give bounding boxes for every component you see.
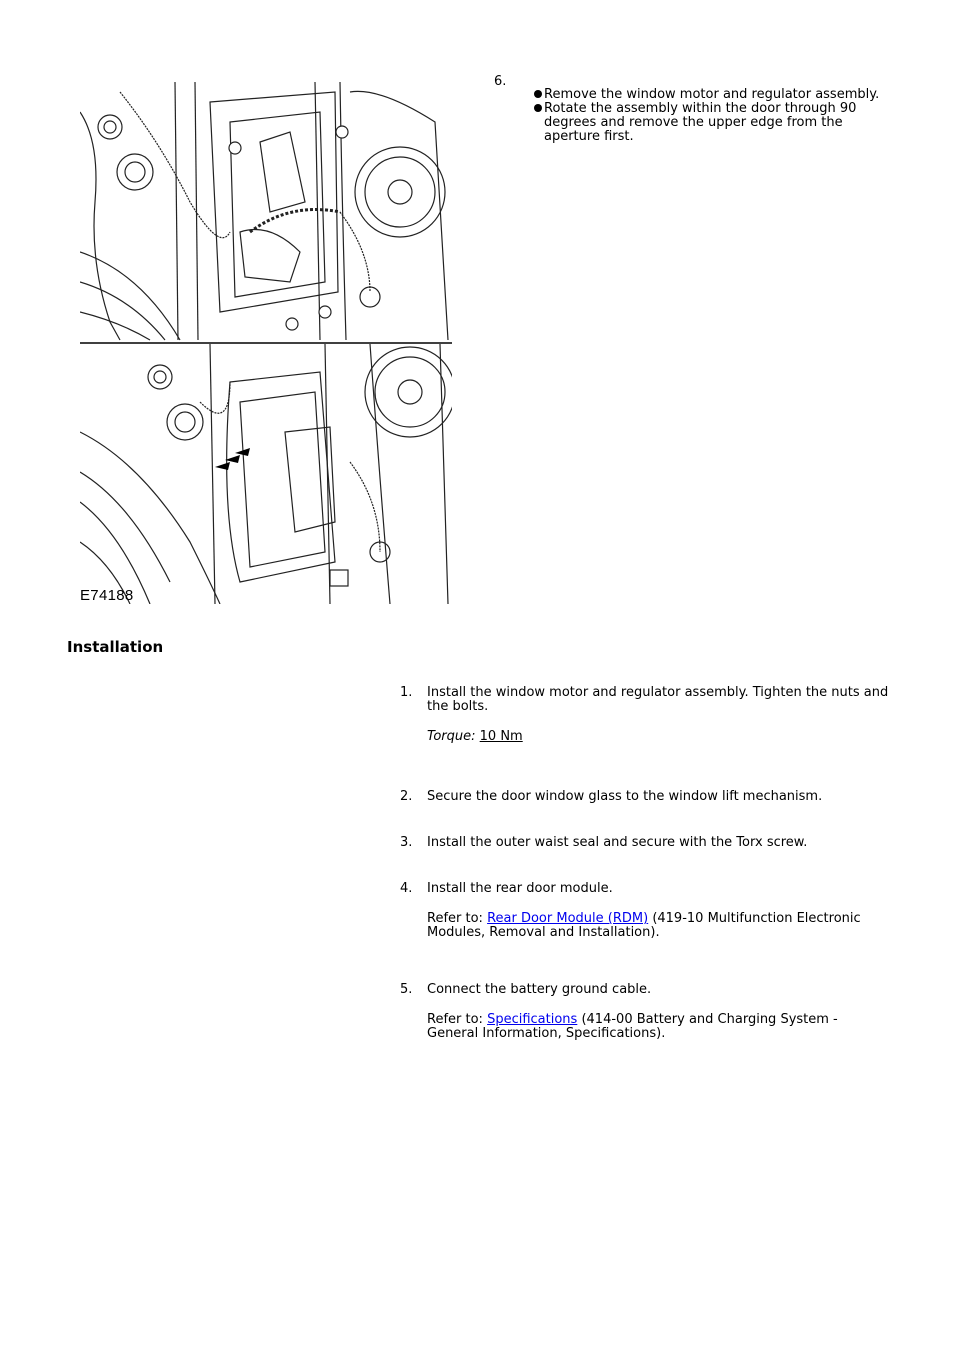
torque-spec bbox=[427, 730, 890, 744]
step-number: 1. bbox=[400, 685, 413, 700]
refer-to bbox=[427, 1013, 890, 1041]
refer-rest: (414-00 Battery and Charging System - General Information, Specifications). bbox=[427, 1012, 838, 1041]
refer-rest: (419-10 Multifunction Electronic Modules, Removal and Installation). bbox=[427, 911, 861, 940]
step-number: 2. bbox=[400, 789, 413, 804]
bullet-text: Rotate the assembly within the door through 90 degrees and remove the upper edge from the aperture first. bbox=[544, 101, 857, 144]
installation-step-2 bbox=[400, 790, 890, 804]
door-illustration bbox=[80, 82, 452, 604]
step-text: Secure the door window glass to the window lift mechanism. bbox=[427, 789, 823, 804]
section-title-installation: Installation bbox=[67, 638, 164, 656]
refer-label: Refer to: bbox=[427, 911, 483, 926]
step-number: 4. bbox=[400, 881, 413, 896]
bullet-icon bbox=[534, 90, 542, 98]
step-text: Install the rear door module. bbox=[427, 881, 613, 896]
figure-label: E74188 bbox=[80, 587, 134, 604]
bullet-text: Remove the window motor and regulator assembly. bbox=[544, 87, 880, 102]
installation-step-5 bbox=[400, 983, 890, 1041]
bullet-list bbox=[494, 88, 894, 144]
specifications-link[interactable]: Specifications bbox=[487, 1012, 578, 1027]
installation-step-3 bbox=[400, 836, 890, 850]
door-diagram bbox=[80, 82, 452, 604]
step-number: 5. bbox=[400, 982, 413, 997]
step-text: Connect the battery ground cable. bbox=[427, 982, 652, 997]
step-number: 6. bbox=[494, 74, 507, 89]
bullet-item bbox=[494, 102, 894, 144]
refer-to bbox=[427, 912, 890, 940]
torque-value: 10 Nm bbox=[479, 729, 523, 744]
torque-label: Torque: bbox=[427, 729, 476, 744]
step-number: 3. bbox=[400, 835, 413, 850]
installation-step-4 bbox=[400, 882, 890, 940]
installation-step-1 bbox=[400, 686, 890, 744]
step-text: Install the outer waist seal and secure with the Torx screw. bbox=[427, 835, 808, 850]
refer-label: Refer to: bbox=[427, 1012, 483, 1027]
step-text: Install the window motor and regulator assembly. Tighten the nuts and the bolts. bbox=[427, 685, 889, 714]
bullet-item bbox=[494, 88, 894, 102]
bullet-icon bbox=[534, 104, 542, 112]
rear-door-module-link[interactable]: Rear Door Module (RDM) bbox=[487, 911, 649, 926]
